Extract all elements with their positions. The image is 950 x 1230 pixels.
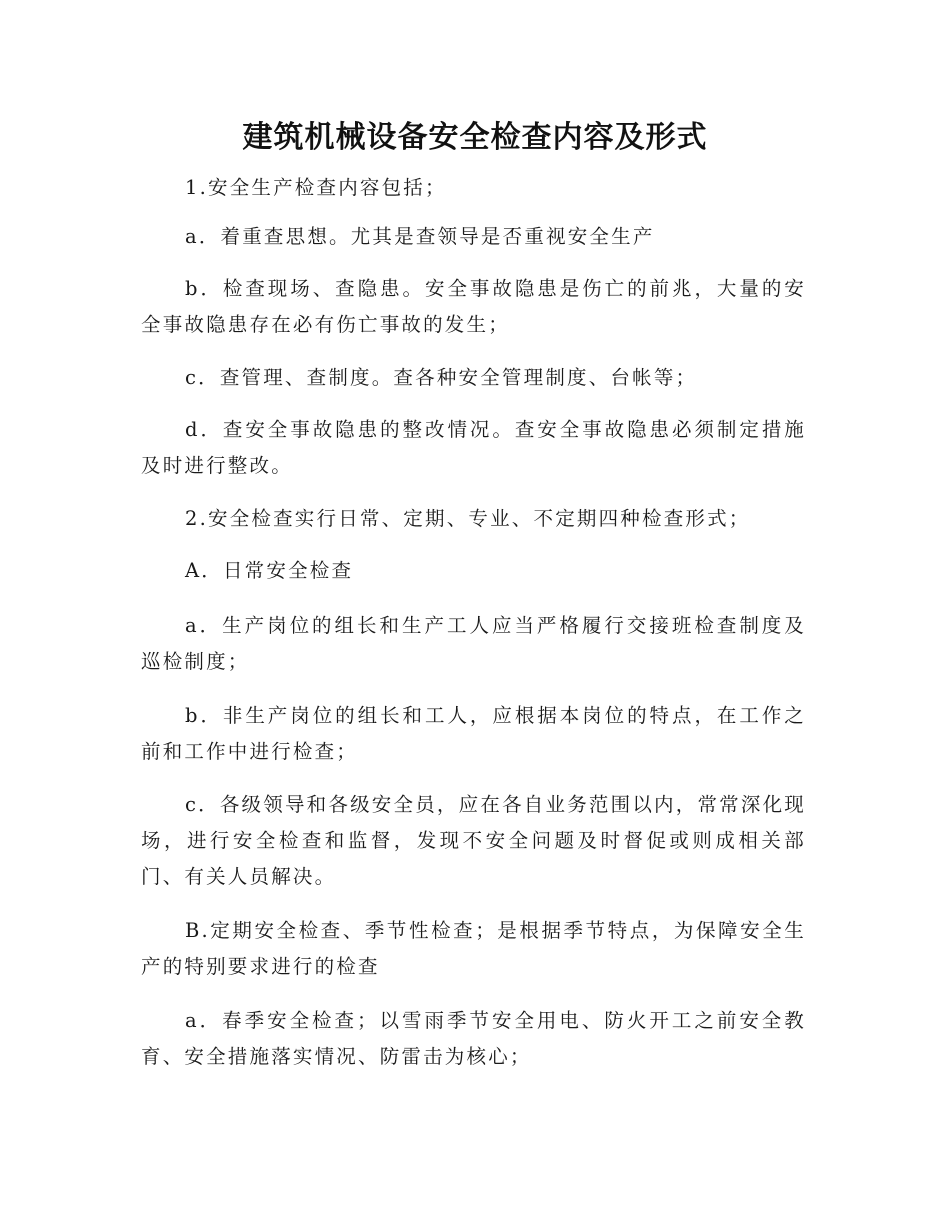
paragraph-daily-a: a．生产岗位的组长和生产工人应当严格履行交接班检查制度及巡检制度； xyxy=(141,614,806,673)
paragraph-content-intro: 1.安全生产检查内容包括； xyxy=(185,176,447,199)
paragraph-spring-inspection: a．春季安全检查；以雪雨季节安全用电、防火开工之前安全教育、安全措施落实情况、防雷击为核心； xyxy=(141,1009,806,1068)
paragraph-daily-inspection-heading: A．日常安全检查 xyxy=(185,559,354,582)
paragraph-inspection-forms: 2.安全检查实行日常、定期、专业、不定期四种检查形式； xyxy=(185,507,751,530)
paragraph-daily-c: c．各级领导和各级安全员，应在各自业务范围以内，常常深化现场，进行安全检查和监督，发现不安全问题及时督促或则成相关部门、有关人员解决。 xyxy=(141,793,806,888)
document-title: 建筑机械设备安全检查内容及形式 xyxy=(242,120,708,155)
paragraph-item-b-site: b．检查现场、查隐患。安全事故隐患是伤亡的前兆，大量的安全事故隐患存在必有伤亡事故的发生； xyxy=(141,277,806,336)
paragraph-item-c-management: c．查管理、查制度。查各种安全管理制度、台帐等； xyxy=(185,366,698,389)
paragraph-item-a-thought: a．着重查思想。尤其是查领导是否重视安全生产 xyxy=(185,225,655,248)
paragraph-item-d-rectification: d．查安全事故隐患的整改情况。查安全事故隐患必须制定措施及时进行整改。 xyxy=(141,418,806,477)
paragraph-periodic-inspection: B.定期安全检查、季节性检查；是根据季节特点，为保障安全生产的特别要求进行的检查 xyxy=(141,919,806,978)
paragraph-daily-b: b．非生产岗位的组长和工人，应根据本岗位的特点，在工作之前和工作中进行检查； xyxy=(141,704,806,763)
